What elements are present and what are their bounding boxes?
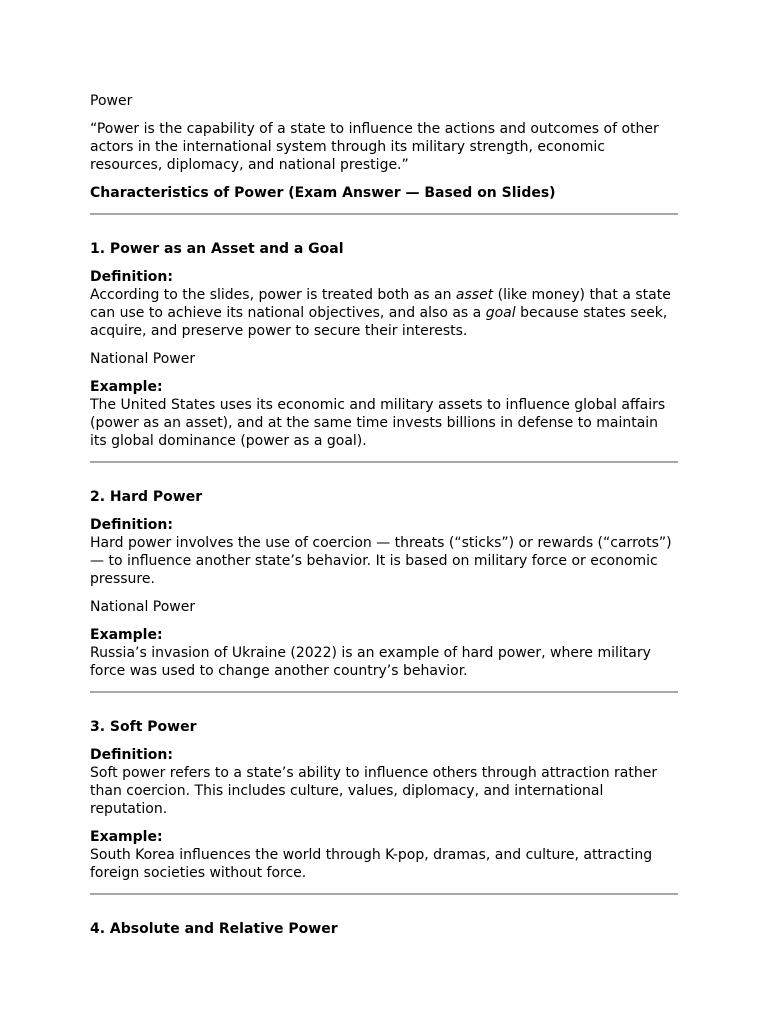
document-heading: Characteristics of Power (Exam Answer — Based on Slides) xyxy=(90,185,556,201)
top-label: Power xyxy=(90,93,133,109)
section-title: 2. Hard Power xyxy=(90,489,203,505)
aside-label: National Power xyxy=(90,599,196,615)
example-label: Example: xyxy=(90,379,163,395)
section-divider xyxy=(90,893,678,895)
power-definition-quote: “Power is the capability of a state to influence the actions and outcomes of other actors in the international system through its military strength, economic resources, diplomacy, and national prestige.” xyxy=(90,121,659,173)
section-divider xyxy=(90,213,678,215)
example-text: Russia’s invasion of Ukraine (2022) is an example of hard power, where military force was used to change another country’s behavior. xyxy=(90,645,651,679)
section-title: 4. Absolute and Relative Power xyxy=(90,921,338,937)
section-absolute-relative-power xyxy=(90,920,678,938)
example-text: South Korea influences the world through K-pop, dramas, and culture, attracting foreign societies without force. xyxy=(90,847,653,881)
definition-text-part: (like money) that a state can use to achieve its national objectives, and also as a xyxy=(90,287,671,321)
section-divider xyxy=(90,691,678,693)
definition-emphasis-asset: asset xyxy=(455,287,494,303)
example-text: The United States uses its economic and military assets to influence global affairs (power as an asset), and at the same time invests billions in defense to maintain its global dominance (power as a goal). xyxy=(90,397,666,449)
section-divider xyxy=(90,461,678,463)
definition-label: Definition: xyxy=(90,747,173,763)
definition-text-part: because states seek, acquire, and preserve power to secure their interests. xyxy=(90,305,668,339)
section-asset-and-goal xyxy=(90,240,678,450)
section-title: 1. Power as an Asset and a Goal xyxy=(90,241,344,257)
definition-label: Definition: xyxy=(90,517,173,533)
definition-text xyxy=(90,286,678,340)
section-soft-power xyxy=(90,718,678,882)
definition-text: Soft power refers to a state’s ability to influence others through attraction rather than coercion. This includes culture, values, diplomacy, and international reputation. xyxy=(90,765,658,817)
section-hard-power xyxy=(90,488,678,680)
section-title: 3. Soft Power xyxy=(90,719,197,735)
definition-emphasis-goal: goal xyxy=(485,305,516,321)
example-label: Example: xyxy=(90,627,163,643)
aside-label: National Power xyxy=(90,351,196,367)
definition-text: Hard power involves the use of coercion — threats (“sticks”) or rewards (“carrots”) — to influence another state’s behavior. It is based on military force or economic pressure. xyxy=(90,535,672,587)
definition-text-part: According to the slides, power is treated both as an xyxy=(90,287,456,303)
example-label: Example: xyxy=(90,829,163,845)
definition-label: Definition: xyxy=(90,269,173,285)
